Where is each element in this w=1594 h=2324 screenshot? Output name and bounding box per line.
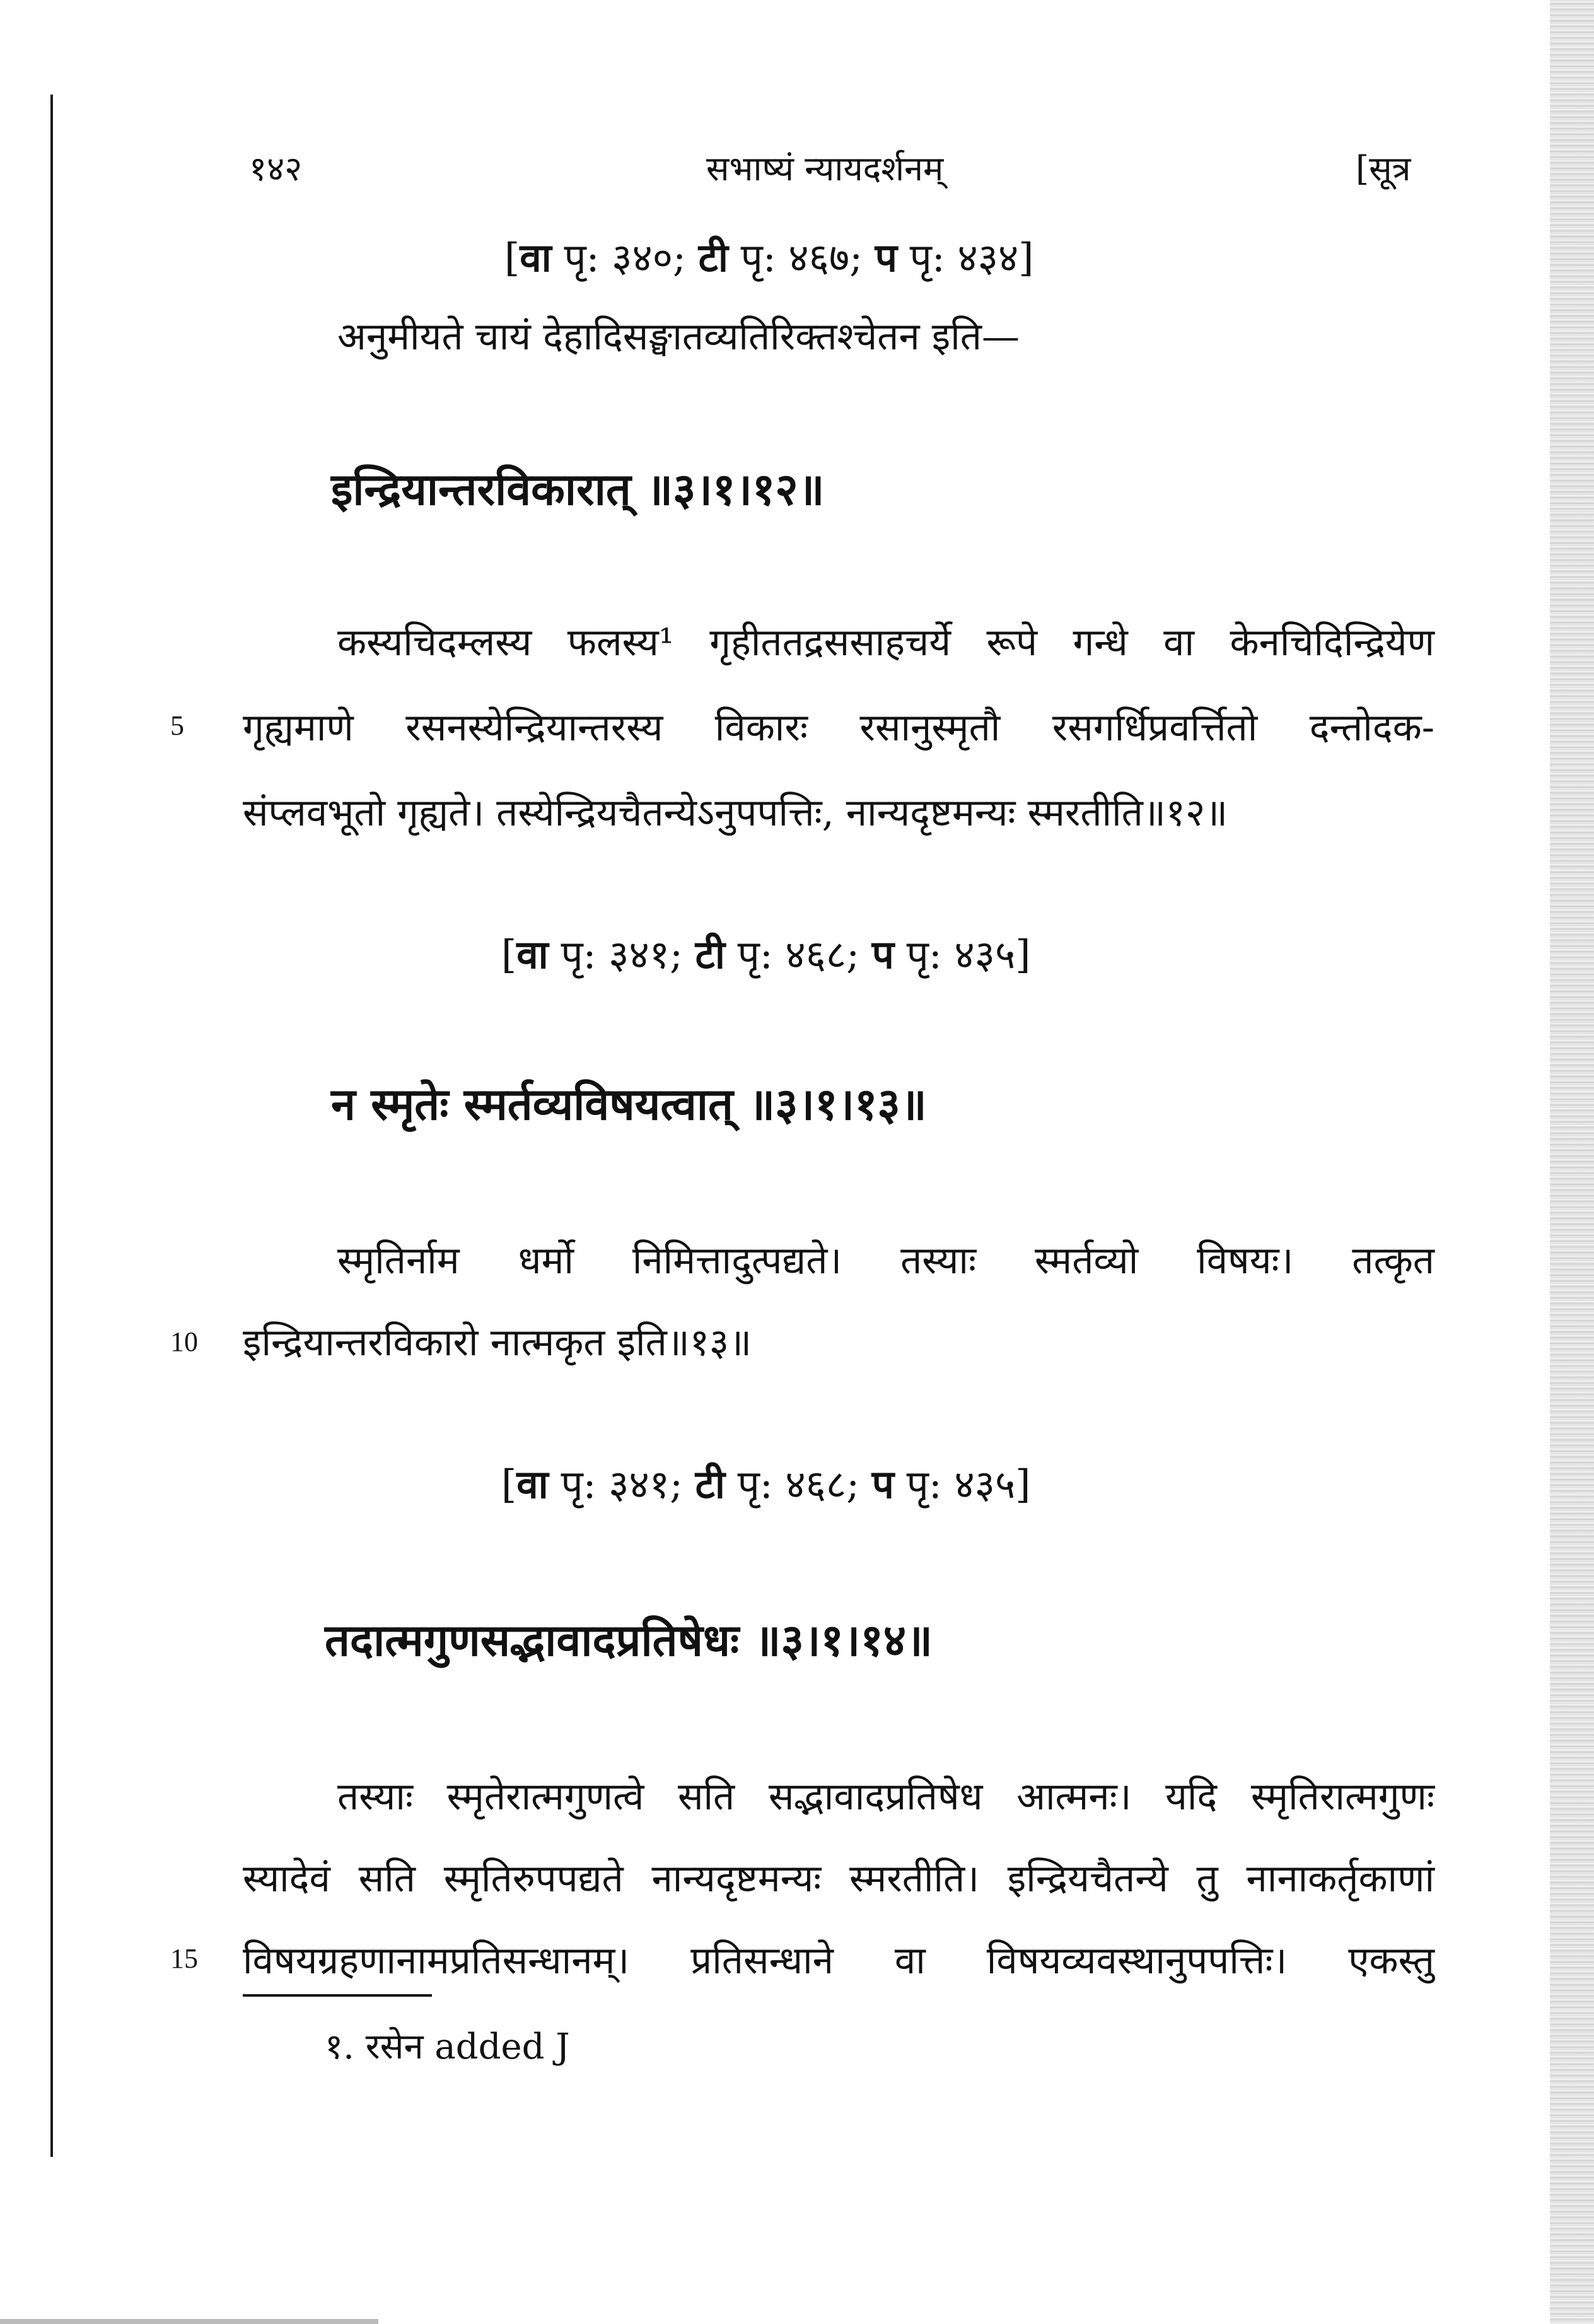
running-title: सभाष्यं न्यायदर्शनम् <box>706 149 944 189</box>
commentary-reference: [वा पृ: ३४०; टी पृ: ४६७; प पृ: ४३४] <box>504 235 1034 281</box>
line-number: 5 <box>170 710 184 741</box>
page-number: १४२ <box>249 149 303 189</box>
paragraph-line: गृह्यमाणे रसनस्येन्द्रियान्तरस्य विकारः रसानुस्मृतौ रसगर्धिप्रवर्त्तितो दन्तोदक- <box>243 706 1434 750</box>
sutra-heading: इन्द्रियान्तरविकारात् ॥३।१।१२॥ <box>331 463 825 515</box>
paragraph-line: विषयग्रहणानामप्रतिसन्धानम्। प्रतिसन्धाने वा विषयव्यवस्थानुपपत्तिः। एकस्तु <box>243 1939 1434 1983</box>
paragraph-line: स्मृतिर्नाम धर्मो निमित्तादुत्पद्यते। तस्याः स्मर्तव्यो विषयः। तत्कृत <box>337 1239 1434 1283</box>
paragraph-line: स्यादेवं सति स्मृतिरुपपद्यते नान्यदृष्टमन्यः स्मरतीति। इन्द्रियचैतन्ये तु नानाकर्तृकाणां <box>243 1857 1434 1901</box>
paragraph-line: इन्द्रियान्तरविकारो नात्मकृत इति॥१३॥ <box>243 1321 752 1365</box>
section-label: [सूत्र <box>1356 149 1411 189</box>
sutra-heading: न स्मृतेः स्मर्तव्यविषयत्वात् ॥३।१।१३॥ <box>331 1078 927 1130</box>
paragraph-line: संप्लवभूतो गृह्यते। तस्येन्द्रियचैतन्येऽनुपपत्तिः, नान्यदृष्टमन्यः स्मरतीति॥१२॥ <box>243 791 1228 835</box>
scan-page-edge <box>1550 0 1594 2324</box>
footnote-rule <box>243 1994 432 1997</box>
footnote: १. रसेन added J <box>325 2026 570 2067</box>
commentary-reference: [वा पृ: ३४१; टी पृ: ४६८; प पृ: ४३५] <box>501 931 1031 978</box>
line-number: 15 <box>170 1943 198 1974</box>
sutra-heading: तदात्मगुणसद्भावादप्रतिषेधः ॥३।१।१४॥ <box>325 1614 933 1666</box>
line-number: 10 <box>170 1326 198 1357</box>
scan-margin-line <box>50 95 53 2157</box>
intro-line: अनुमीयते चायं देहादिसङ्घातव्यतिरिक्तश्चेतन इति— <box>337 315 1020 359</box>
scan-bottom-edge <box>0 2319 378 2324</box>
paragraph-line: कस्यचिदम्लस्य फलस्य¹ गृहीततद्रससाहचर्ये रूपे गन्धे वा केनचिदिन्द्रियेण <box>337 621 1434 665</box>
paragraph-line: तस्याः स्मृतेरात्मगुणत्वे सति सद्भावादप्रतिषेध आत्मनः। यदि स्मृतिरात्मगुणः <box>337 1775 1434 1819</box>
commentary-reference: [वा पृ: ३४१; टी पृ: ४६८; प पृ: ४३५] <box>501 1461 1031 1507</box>
